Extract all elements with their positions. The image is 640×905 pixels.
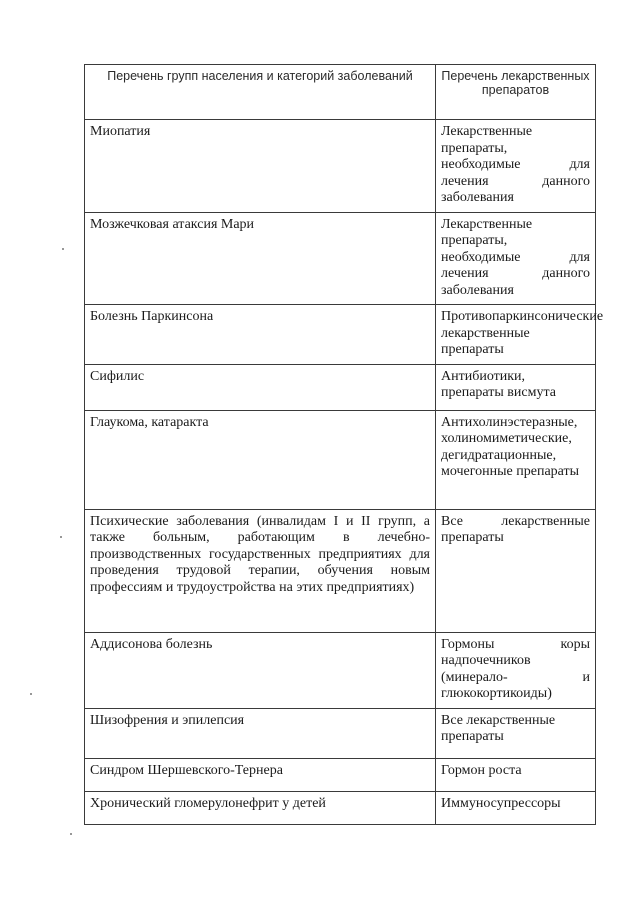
scan-speck [60,536,62,538]
scan-speck [70,833,72,835]
scan-speck [30,693,32,695]
drugs-cell: Лекарственные препараты, необходимые для лечения данного заболевания [436,212,596,305]
drugs-cell: Все лекарственные препараты [436,509,596,632]
drugs-cell: Антихолинэстеразные, холиномиметические, дегидратационные, мочегонные препараты [436,410,596,509]
drugs-cell: Гормон роста [436,758,596,791]
table-row [85,708,596,758]
category-cell: Глаукома, катаракта [85,410,436,509]
drugs-cell: Антибиотики, препараты висмута [436,364,596,410]
table-row [85,305,596,365]
header-drugs: Перечень лекарственных препаратов [436,65,596,120]
drugs-cell: Иммуносупрессоры [436,791,596,824]
table-row [85,758,596,791]
table-row [85,632,596,708]
table-row [85,212,596,305]
drugs-cell: Все лекарственные препараты [436,708,596,758]
drug-list-table [84,64,604,825]
category-cell: Болезнь Паркинсона [85,305,436,365]
table-header-row [85,65,596,120]
table-row [85,509,596,632]
drugs-cell: Лекарственные препараты, необходимые для лечения данного заболевания [436,120,596,213]
category-cell: Аддисонова болезнь [85,632,436,708]
category-cell: Синдром Шершевского-Тернера [85,758,436,791]
category-cell: Миопатия [85,120,436,213]
table-row [85,120,596,213]
category-cell: Мозжечковая атаксия Мари [85,212,436,305]
drugs-cell: Гормоны коры надпочечников (минерало- и глюкокортикоиды) [436,632,596,708]
header-categories: Перечень групп населения и категорий заболеваний [85,65,436,120]
table-row [85,791,596,824]
category-cell: Психические заболевания (инвалидам I и II групп, а также больным, работающим в лечебно-производственных государственных предприятиях для проведения трудовой терапии, обучения новым профессиям и трудоустройства на этих предприятиях) [85,509,436,632]
table-row [85,410,596,509]
category-cell: Шизофрения и эпилепсия [85,708,436,758]
drugs-cell: Противопаркинсонические лекарственные препараты [436,305,596,365]
category-cell: Сифилис [85,364,436,410]
category-cell: Хронический гломерулонефрит у детей [85,791,436,824]
table-row [85,364,596,410]
scan-speck [62,248,64,250]
